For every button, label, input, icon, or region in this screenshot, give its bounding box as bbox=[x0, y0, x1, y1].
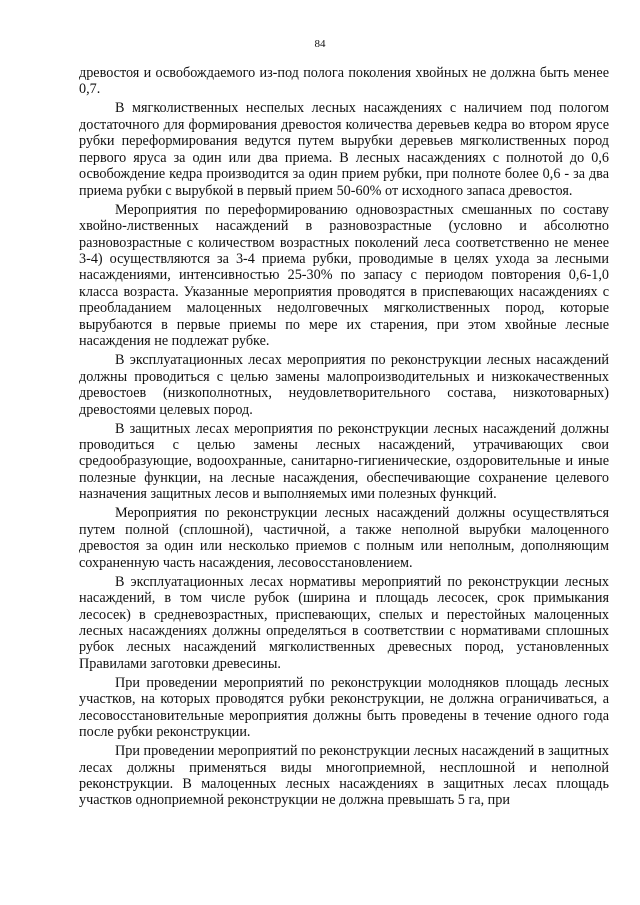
page-number: 84 bbox=[314, 38, 326, 50]
paragraph: Мероприятия по переформированию одновозрастных смешанных по составу хвойно-лиственных насаждений в разновозрастные (условно и абсолютно разновозрастные с количеством возрастных поколений леса соответственно не менее 3-4) осуществляются за 3-4 приема рубки, проводимые в целях ухода за лесными насаждениями, интенсивностью 25-30% по запасу с периодом повторения 0,6-1,0 класса возраста. Указанные мероприятия проводятся в приспевающих насаждениях с преобладанием малоценных недолговечных мягколиственных пород, которые вырубаются в первые приемы по мере их старения, при этом хвойные лесные насаждения не подлежат рубке. bbox=[79, 201, 609, 350]
document-text bbox=[79, 65, 609, 811]
paragraph: В эксплуатационных лесах мероприятия по реконструкции лесных насаждений должны проводиться с целью замены малопроизводительных и низкокачественных древостоев (низкополнотных, неудовлетворительного состава, низкотоварных) древостоями целевых пород. bbox=[79, 352, 609, 418]
paragraph: В эксплуатационных лесах нормативы мероприятий по реконструкции лесных насаждений, в том числе рубок (ширина и площадь лесосек, срок примыкания лесосек) в средневозрастных, приспевающих, спелых и перестойных малоценных лесных насаждениях должны определяться в соответствии с нормативами сплошных рубок лесных насаждений мягколиственных древесных пород, установленных Правилами заготовки древесины. bbox=[79, 573, 609, 672]
paragraph: При проведении мероприятий по реконструкции молодняков площадь лесных участков, на которых проводятся рубки реконструкции, не должна ограничиваться, а лесовосстановительные мероприятия должны быть проведены в течение одного года после рубки реконструкции. bbox=[79, 674, 609, 741]
paragraph: Мероприятия по реконструкции лесных насаждений должны осуществляться путем полной (сплошной), частичной, а также неполной вырубки малоценного древостоя за один или несколько приемов с полным или неполным, дополняющим сохраненную часть насаждения, лесовосстановлением. bbox=[79, 505, 609, 571]
paragraph: В защитных лесах мероприятия по реконструкции лесных насаждений должны проводиться с целью замены лесных насаждений, утрачивающих свои средообразующие, водоохранные, санитарно-гигиенические, оздоровительные и иные полезные функции, на лесные насаждения, обеспечивающие сохранение целевого назначения защитных лесов и выполняемых ими полезных функций. bbox=[79, 420, 609, 503]
paragraph: древостоя и освобождаемого из-под полога поколения хвойных не должна быть менее 0,7. bbox=[79, 65, 609, 98]
paragraph: При проведении мероприятий по реконструкции лесных насаждений в защитных лесах должны применяться виды многоприемной, несплошной и неполной реконструкции. В малоценных лесных насаждениях в защитных лесах площадь участков одноприемной реконструкции не должна превышать 5 га, при bbox=[79, 743, 609, 809]
paragraph: В мягколиственных неспелых лесных насаждениях с наличием под пологом достаточного для формирования древостоя количества деревьев кедра во втором ярусе рубки переформирования ведутся путем вырубки деревьев мягколиственных пород первого яруса за один или два приема. В лесных насаждениях с полнотой до 0,6 освобождение кедра производится за один прием рубки, при полноте более 0,6 - за два приема рубки с вырубкой в первый прием 50-60% от исходного запаса древостоя. bbox=[79, 100, 609, 199]
